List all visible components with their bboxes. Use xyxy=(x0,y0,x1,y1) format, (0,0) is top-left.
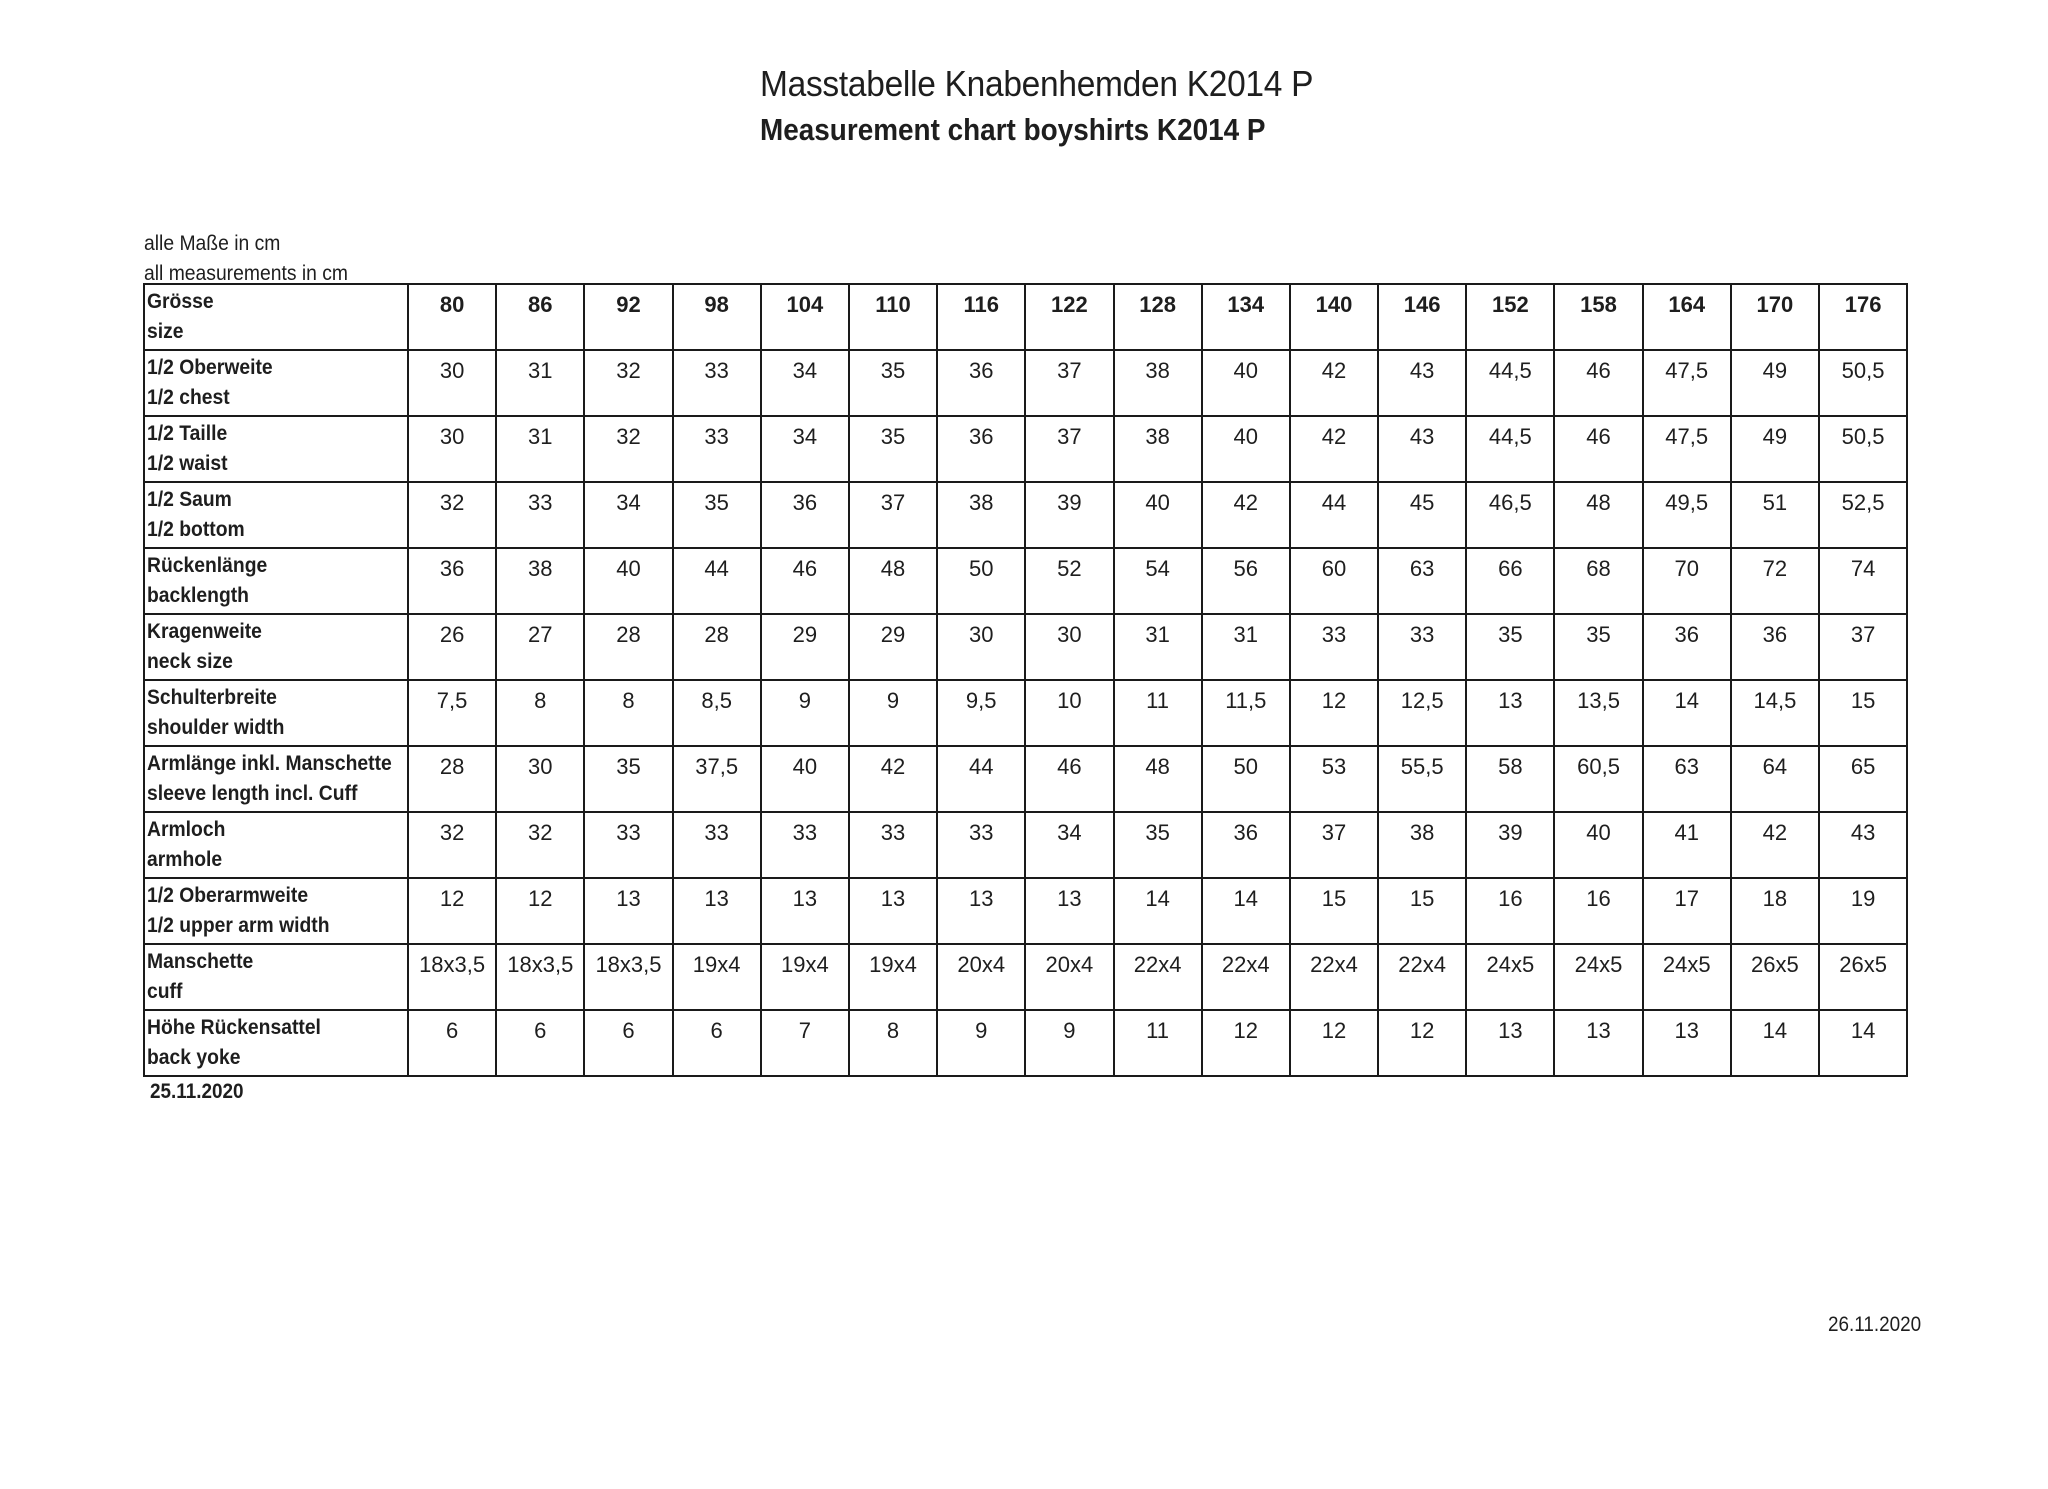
value-cell: 42 xyxy=(1202,482,1290,548)
row-label-german: 1/2 Oberarmweite xyxy=(147,884,309,907)
value-cell: 24x5 xyxy=(1554,944,1642,1010)
table-row xyxy=(144,878,1907,944)
value-cell: 43 xyxy=(1378,350,1466,416)
row-label-english: back yoke xyxy=(147,1046,241,1069)
value-cell: 36 xyxy=(1202,812,1290,878)
value-cell: 19 xyxy=(1819,878,1907,944)
value-cell: 29 xyxy=(849,614,937,680)
measurement-table-body xyxy=(144,284,1907,1076)
size-header-cell: 134 xyxy=(1202,284,1290,350)
value-cell: 22x4 xyxy=(1378,944,1466,1010)
table-row xyxy=(144,680,1907,746)
value-cell: 47,5 xyxy=(1643,416,1731,482)
value-cell: 12 xyxy=(1290,680,1378,746)
value-cell: 12 xyxy=(1202,1010,1290,1076)
value-cell: 52 xyxy=(1025,548,1113,614)
document-header xyxy=(760,60,1355,152)
measurement-table xyxy=(143,283,1908,1077)
value-cell: 31 xyxy=(1202,614,1290,680)
row-label-german: Grösse xyxy=(147,290,214,313)
value-cell: 54 xyxy=(1114,548,1202,614)
value-cell: 64 xyxy=(1731,746,1819,812)
value-cell: 7 xyxy=(761,1010,849,1076)
value-cell: 22x4 xyxy=(1202,944,1290,1010)
value-cell: 37 xyxy=(849,482,937,548)
row-label xyxy=(144,812,408,878)
value-cell: 6 xyxy=(496,1010,584,1076)
value-cell: 47,5 xyxy=(1643,350,1731,416)
value-cell: 56 xyxy=(1202,548,1290,614)
row-label-german: 1/2 Saum xyxy=(147,488,232,511)
value-cell: 46 xyxy=(761,548,849,614)
value-cell: 13 xyxy=(1466,1010,1554,1076)
value-cell: 36 xyxy=(937,416,1025,482)
value-cell: 19x4 xyxy=(761,944,849,1010)
value-cell: 63 xyxy=(1378,548,1466,614)
units-note-english: all measurements in cm xyxy=(144,262,349,285)
value-cell: 27 xyxy=(496,614,584,680)
value-cell: 74 xyxy=(1819,548,1907,614)
value-cell: 15 xyxy=(1819,680,1907,746)
value-cell: 53 xyxy=(1290,746,1378,812)
value-cell: 46,5 xyxy=(1466,482,1554,548)
value-cell: 13 xyxy=(1025,878,1113,944)
value-cell: 16 xyxy=(1554,878,1642,944)
row-label-english: cuff xyxy=(147,980,183,1003)
size-header-cell: 146 xyxy=(1378,284,1466,350)
value-cell: 33 xyxy=(673,812,761,878)
value-cell: 33 xyxy=(1290,614,1378,680)
value-cell: 44,5 xyxy=(1466,350,1554,416)
value-cell: 46 xyxy=(1025,746,1113,812)
value-cell: 13 xyxy=(1643,1010,1731,1076)
value-cell: 58 xyxy=(1466,746,1554,812)
value-cell: 44 xyxy=(937,746,1025,812)
size-header-cell: 152 xyxy=(1466,284,1554,350)
row-label-german: Armloch xyxy=(147,818,226,841)
value-cell: 12 xyxy=(1378,1010,1466,1076)
value-cell: 6 xyxy=(673,1010,761,1076)
value-cell: 12,5 xyxy=(1378,680,1466,746)
value-cell: 36 xyxy=(937,350,1025,416)
row-label xyxy=(144,482,408,548)
value-cell: 32 xyxy=(584,416,672,482)
value-cell: 14 xyxy=(1202,878,1290,944)
value-cell: 6 xyxy=(584,1010,672,1076)
value-cell: 33 xyxy=(673,350,761,416)
row-label-english: shoulder width xyxy=(147,716,285,739)
value-cell: 33 xyxy=(1378,614,1466,680)
value-cell: 30 xyxy=(408,350,496,416)
value-cell: 34 xyxy=(761,416,849,482)
value-cell: 55,5 xyxy=(1378,746,1466,812)
value-cell: 46 xyxy=(1554,350,1642,416)
row-label xyxy=(144,680,408,746)
row-label-german: Kragenweite xyxy=(147,620,262,643)
value-cell: 72 xyxy=(1731,548,1819,614)
value-cell: 45 xyxy=(1378,482,1466,548)
size-header-cell: 92 xyxy=(584,284,672,350)
size-header-cell: 98 xyxy=(673,284,761,350)
value-cell: 30 xyxy=(496,746,584,812)
value-cell: 11,5 xyxy=(1202,680,1290,746)
value-cell: 38 xyxy=(937,482,1025,548)
value-cell: 34 xyxy=(1025,812,1113,878)
value-cell: 46 xyxy=(1554,416,1642,482)
row-label-english: backlength xyxy=(147,584,249,607)
value-cell: 42 xyxy=(849,746,937,812)
size-header-cell: 176 xyxy=(1819,284,1907,350)
value-cell: 35 xyxy=(1114,812,1202,878)
value-cell: 13 xyxy=(1554,1010,1642,1076)
value-cell: 9,5 xyxy=(937,680,1025,746)
value-cell: 38 xyxy=(1114,416,1202,482)
value-cell: 12 xyxy=(1290,1010,1378,1076)
value-cell: 20x4 xyxy=(1025,944,1113,1010)
value-cell: 65 xyxy=(1819,746,1907,812)
value-cell: 18x3,5 xyxy=(584,944,672,1010)
value-cell: 33 xyxy=(673,416,761,482)
value-cell: 34 xyxy=(584,482,672,548)
size-header-cell: 86 xyxy=(496,284,584,350)
value-cell: 11 xyxy=(1114,680,1202,746)
value-cell: 33 xyxy=(937,812,1025,878)
value-cell: 52,5 xyxy=(1819,482,1907,548)
table-row xyxy=(144,350,1907,416)
value-cell: 8 xyxy=(584,680,672,746)
value-cell: 32 xyxy=(496,812,584,878)
value-cell: 13 xyxy=(1466,680,1554,746)
row-label xyxy=(144,350,408,416)
value-cell: 60 xyxy=(1290,548,1378,614)
value-cell: 26x5 xyxy=(1819,944,1907,1010)
row-label xyxy=(144,878,408,944)
value-cell: 29 xyxy=(761,614,849,680)
value-cell: 32 xyxy=(408,812,496,878)
value-cell: 50 xyxy=(1202,746,1290,812)
value-cell: 42 xyxy=(1290,350,1378,416)
value-cell: 26x5 xyxy=(1731,944,1819,1010)
value-cell: 42 xyxy=(1290,416,1378,482)
size-header-cell: 116 xyxy=(937,284,1025,350)
units-note-german: alle Maße in cm xyxy=(144,232,281,255)
row-label-english: 1/2 waist xyxy=(147,452,228,475)
value-cell: 34 xyxy=(761,350,849,416)
value-cell: 37 xyxy=(1819,614,1907,680)
row-label-german: Höhe Rückensattel xyxy=(147,1016,321,1039)
value-cell: 35 xyxy=(849,350,937,416)
value-cell: 38 xyxy=(1114,350,1202,416)
value-cell: 22x4 xyxy=(1114,944,1202,1010)
value-cell: 35 xyxy=(1554,614,1642,680)
table-row xyxy=(144,416,1907,482)
row-label-english: 1/2 chest xyxy=(147,386,230,409)
value-cell: 14 xyxy=(1819,1010,1907,1076)
value-cell: 8 xyxy=(496,680,584,746)
value-cell: 39 xyxy=(1466,812,1554,878)
table-header-row xyxy=(144,284,1907,350)
value-cell: 20x4 xyxy=(937,944,1025,1010)
value-cell: 38 xyxy=(1378,812,1466,878)
value-cell: 40 xyxy=(761,746,849,812)
value-cell: 14 xyxy=(1643,680,1731,746)
value-cell: 18x3,5 xyxy=(408,944,496,1010)
value-cell: 50,5 xyxy=(1819,416,1907,482)
size-header-cell: 104 xyxy=(761,284,849,350)
value-cell: 33 xyxy=(584,812,672,878)
value-cell: 32 xyxy=(408,482,496,548)
row-label xyxy=(144,944,408,1010)
value-cell: 35 xyxy=(584,746,672,812)
value-cell: 49 xyxy=(1731,416,1819,482)
size-header-cell: 128 xyxy=(1114,284,1202,350)
value-cell: 13 xyxy=(673,878,761,944)
size-header-cell: 110 xyxy=(849,284,937,350)
value-cell: 13 xyxy=(937,878,1025,944)
row-label-german: Schulterbreite xyxy=(147,686,277,709)
table-row xyxy=(144,548,1907,614)
value-cell: 40 xyxy=(1202,350,1290,416)
value-cell: 17 xyxy=(1643,878,1731,944)
value-cell: 50 xyxy=(937,548,1025,614)
table-row xyxy=(144,614,1907,680)
value-cell: 43 xyxy=(1819,812,1907,878)
value-cell: 19x4 xyxy=(849,944,937,1010)
row-label-english: size xyxy=(147,320,184,343)
table-row xyxy=(144,944,1907,1010)
value-cell: 18 xyxy=(1731,878,1819,944)
value-cell: 30 xyxy=(937,614,1025,680)
size-header-cell: 140 xyxy=(1290,284,1378,350)
title-english: Measurement chart boyshirts K2014 P xyxy=(760,112,1266,147)
row-label-german: Rückenlänge xyxy=(147,554,268,577)
row-label-german: 1/2 Taille xyxy=(147,422,228,445)
value-cell: 16 xyxy=(1466,878,1554,944)
value-cell: 35 xyxy=(1466,614,1554,680)
value-cell: 11 xyxy=(1114,1010,1202,1076)
size-header-cell: 80 xyxy=(408,284,496,350)
value-cell: 9 xyxy=(849,680,937,746)
size-header-cell: 170 xyxy=(1731,284,1819,350)
row-label-german: Manschette xyxy=(147,950,254,973)
value-cell: 37 xyxy=(1290,812,1378,878)
value-cell: 9 xyxy=(937,1010,1025,1076)
date-right: 26.11.2020 xyxy=(1828,1313,1922,1336)
value-cell: 50,5 xyxy=(1819,350,1907,416)
value-cell: 14 xyxy=(1731,1010,1819,1076)
value-cell: 42 xyxy=(1731,812,1819,878)
units-note xyxy=(144,229,348,289)
row-label xyxy=(144,614,408,680)
value-cell: 38 xyxy=(496,548,584,614)
value-cell: 26 xyxy=(408,614,496,680)
value-cell: 37 xyxy=(1025,416,1113,482)
value-cell: 6 xyxy=(408,1010,496,1076)
value-cell: 40 xyxy=(1554,812,1642,878)
value-cell: 44 xyxy=(673,548,761,614)
size-header-cell: 122 xyxy=(1025,284,1113,350)
value-cell: 48 xyxy=(1114,746,1202,812)
value-cell: 70 xyxy=(1643,548,1731,614)
row-label-english: sleeve length incl. Cuff xyxy=(147,782,358,805)
row-label xyxy=(144,548,408,614)
value-cell: 9 xyxy=(1025,1010,1113,1076)
value-cell: 40 xyxy=(584,548,672,614)
value-cell: 18x3,5 xyxy=(496,944,584,1010)
row-label xyxy=(144,284,408,350)
value-cell: 8 xyxy=(849,1010,937,1076)
value-cell: 30 xyxy=(408,416,496,482)
table-row xyxy=(144,482,1907,548)
value-cell: 32 xyxy=(584,350,672,416)
value-cell: 14,5 xyxy=(1731,680,1819,746)
value-cell: 51 xyxy=(1731,482,1819,548)
value-cell: 43 xyxy=(1378,416,1466,482)
value-cell: 36 xyxy=(761,482,849,548)
row-label-german: 1/2 Oberweite xyxy=(147,356,273,379)
value-cell: 36 xyxy=(1643,614,1731,680)
size-header-cell: 164 xyxy=(1643,284,1731,350)
table-row xyxy=(144,812,1907,878)
value-cell: 66 xyxy=(1466,548,1554,614)
value-cell: 36 xyxy=(1731,614,1819,680)
value-cell: 13,5 xyxy=(1554,680,1642,746)
value-cell: 63 xyxy=(1643,746,1731,812)
row-label-english: armhole xyxy=(147,848,223,871)
value-cell: 14 xyxy=(1114,878,1202,944)
row-label-english: 1/2 upper arm width xyxy=(147,914,330,937)
row-label-german: Armlänge inkl. Manschette xyxy=(147,752,392,775)
value-cell: 33 xyxy=(849,812,937,878)
value-cell: 68 xyxy=(1554,548,1642,614)
value-cell: 33 xyxy=(496,482,584,548)
date-left: 25.11.2020 xyxy=(150,1080,244,1103)
value-cell: 40 xyxy=(1114,482,1202,548)
row-label xyxy=(144,416,408,482)
value-cell: 9 xyxy=(761,680,849,746)
value-cell: 7,5 xyxy=(408,680,496,746)
value-cell: 33 xyxy=(761,812,849,878)
value-cell: 31 xyxy=(1114,614,1202,680)
value-cell: 39 xyxy=(1025,482,1113,548)
value-cell: 13 xyxy=(584,878,672,944)
size-header-cell: 158 xyxy=(1554,284,1642,350)
row-label-english: neck size xyxy=(147,650,233,673)
value-cell: 13 xyxy=(761,878,849,944)
value-cell: 44,5 xyxy=(1466,416,1554,482)
value-cell: 41 xyxy=(1643,812,1731,878)
value-cell: 30 xyxy=(1025,614,1113,680)
value-cell: 15 xyxy=(1290,878,1378,944)
value-cell: 40 xyxy=(1202,416,1290,482)
value-cell: 24x5 xyxy=(1466,944,1554,1010)
value-cell: 31 xyxy=(496,350,584,416)
value-cell: 19x4 xyxy=(673,944,761,1010)
table-row xyxy=(144,1010,1907,1076)
value-cell: 24x5 xyxy=(1643,944,1731,1010)
value-cell: 44 xyxy=(1290,482,1378,548)
value-cell: 31 xyxy=(496,416,584,482)
value-cell: 35 xyxy=(849,416,937,482)
value-cell: 28 xyxy=(673,614,761,680)
value-cell: 37 xyxy=(1025,350,1113,416)
value-cell: 12 xyxy=(408,878,496,944)
value-cell: 49,5 xyxy=(1643,482,1731,548)
value-cell: 36 xyxy=(408,548,496,614)
value-cell: 12 xyxy=(496,878,584,944)
row-label-english: 1/2 bottom xyxy=(147,518,245,541)
value-cell: 48 xyxy=(1554,482,1642,548)
value-cell: 37,5 xyxy=(673,746,761,812)
value-cell: 48 xyxy=(849,548,937,614)
row-label xyxy=(144,1010,408,1076)
value-cell: 10 xyxy=(1025,680,1113,746)
value-cell: 8,5 xyxy=(673,680,761,746)
title-german: Masstabelle Knabenhemden K2014 P xyxy=(760,63,1314,104)
value-cell: 28 xyxy=(584,614,672,680)
value-cell: 60,5 xyxy=(1554,746,1642,812)
table-row xyxy=(144,746,1907,812)
value-cell: 15 xyxy=(1378,878,1466,944)
value-cell: 49 xyxy=(1731,350,1819,416)
value-cell: 13 xyxy=(849,878,937,944)
row-label xyxy=(144,746,408,812)
value-cell: 35 xyxy=(673,482,761,548)
value-cell: 28 xyxy=(408,746,496,812)
value-cell: 22x4 xyxy=(1290,944,1378,1010)
